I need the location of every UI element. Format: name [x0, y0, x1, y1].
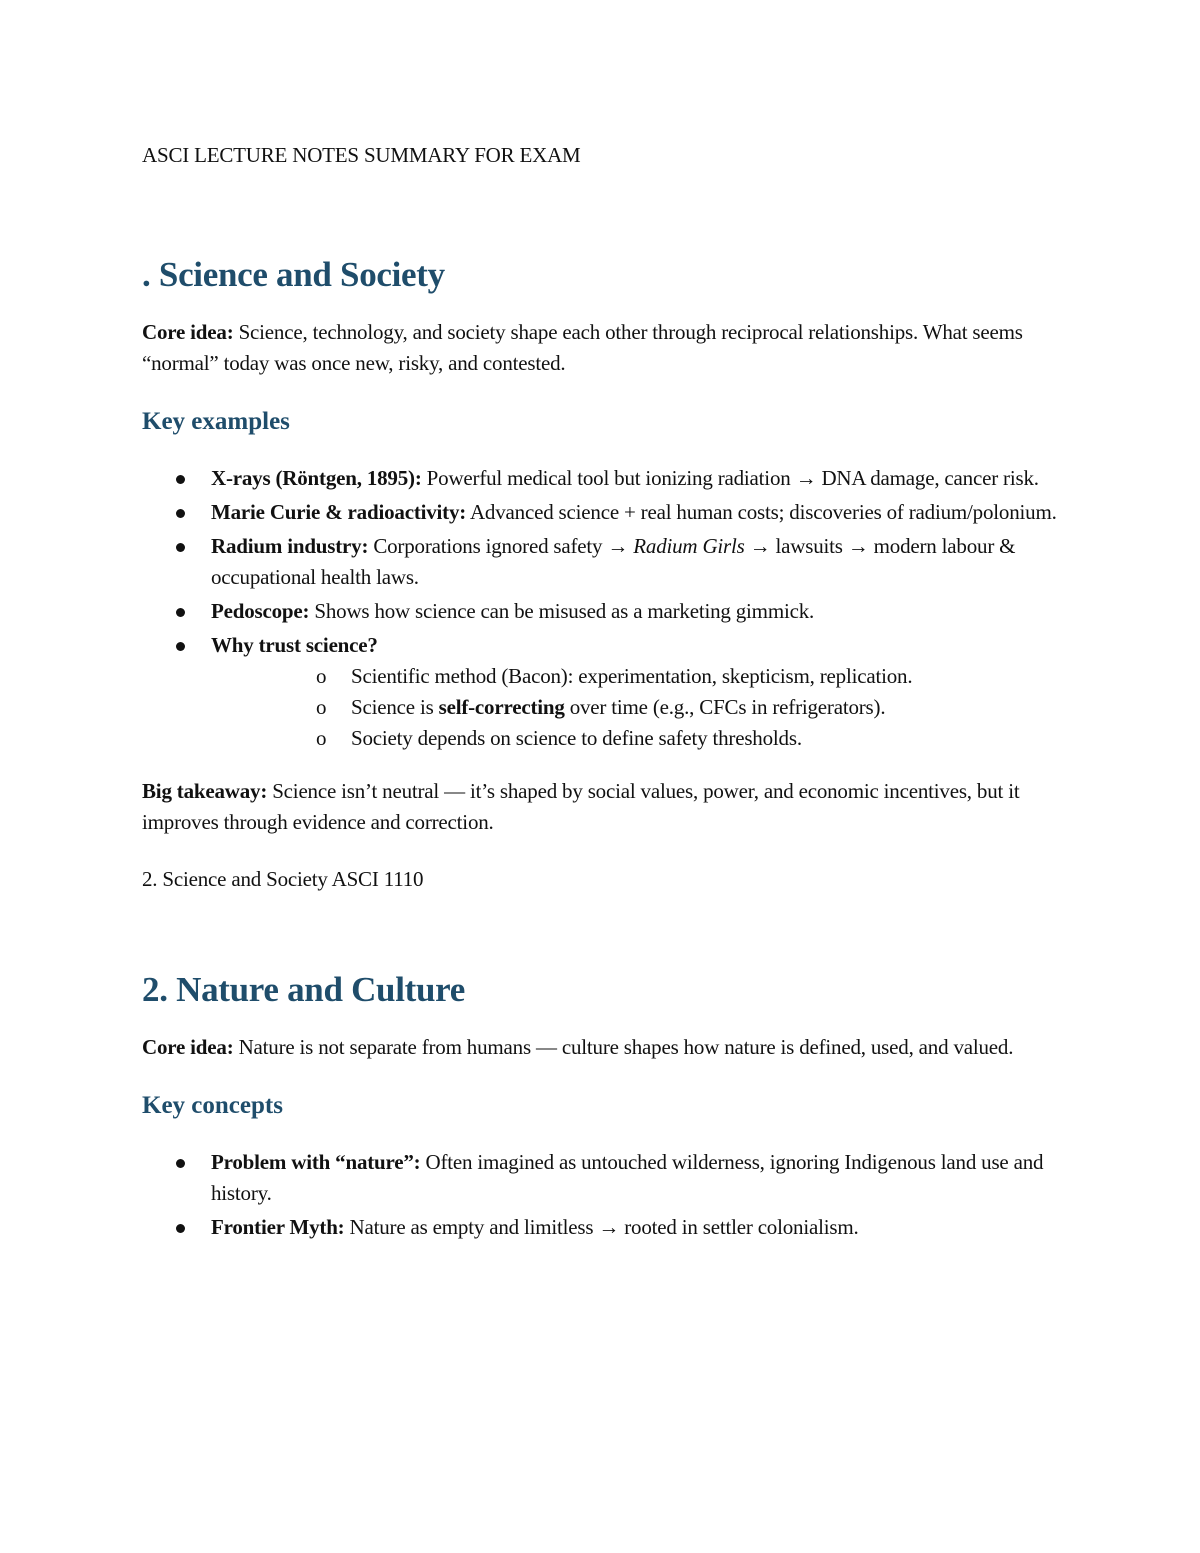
- item-label: Pedoscope:: [211, 599, 310, 623]
- list-item-radium-industry: [142, 531, 1062, 593]
- core-idea-paragraph: [142, 1032, 1062, 1063]
- course-reference: 2. Science and Society ASCI 1110: [142, 867, 424, 891]
- core-idea-label: Core idea:: [142, 320, 234, 344]
- core-idea-paragraph: [142, 317, 1062, 379]
- subheading-key-examples: Key examples: [142, 408, 290, 435]
- list-item-why-trust-science: [142, 630, 1062, 754]
- bullet-icon: [176, 1224, 185, 1233]
- bullet-icon: [176, 543, 185, 552]
- item-label: Why trust science?: [211, 633, 378, 657]
- item-label: Marie Curie & radioactivity:: [211, 500, 467, 524]
- item-text: Powerful medical tool but ionizing radiation → DNA damage, cancer risk.: [421, 466, 1039, 490]
- item-text: Shows how science can be misused as a marketing gimmick.: [309, 599, 815, 623]
- sub-item-text-after: over time (e.g., CFCs in refrigerators).: [564, 695, 886, 719]
- big-takeaway-paragraph: [142, 776, 1062, 838]
- item-label: Radium industry:: [211, 534, 369, 558]
- sub-item-text: Society depends on science to define safety thresholds.: [351, 726, 802, 750]
- sub-item-text: Science is: [351, 695, 439, 719]
- item-label: X-rays (Röntgen, 1895):: [211, 466, 422, 490]
- circle-bullet-icon: o: [316, 726, 327, 750]
- core-idea-label: Core idea:: [142, 1035, 234, 1059]
- key-concepts-list: [142, 1147, 1062, 1243]
- big-takeaway-text: Science isn’t neutral — it’s shaped by social values, power, and economic incentives, but it improves through evidence and correction.: [142, 779, 1020, 834]
- bullet-icon: [176, 475, 185, 484]
- sub-list-item: [280, 692, 1062, 723]
- item-text-after: → lawsuits → modern labour & occupational health laws.: [211, 534, 1016, 589]
- list-item-frontier-myth: [142, 1212, 1062, 1243]
- section-heading-nature-and-culture: 2. Nature and Culture: [142, 970, 465, 1009]
- bullet-icon: [176, 608, 185, 617]
- circle-bullet-icon: o: [316, 664, 327, 688]
- big-takeaway-label: Big takeaway:: [142, 779, 268, 803]
- item-text: Nature as empty and limitless → rooted in settler colonialism.: [344, 1215, 859, 1239]
- sub-list-item: [280, 723, 1062, 754]
- core-idea-text: Nature is not separate from humans — culture shapes how nature is defined, used, and valued.: [233, 1035, 1014, 1059]
- list-item-marie-curie: [142, 497, 1062, 528]
- bullet-icon: [176, 1159, 185, 1168]
- document-title: ASCI LECTURE NOTES SUMMARY FOR EXAM: [142, 143, 581, 167]
- sub-list: [211, 661, 1062, 754]
- circle-bullet-icon: o: [316, 695, 327, 719]
- document-body: [142, 140, 1062, 1265]
- key-examples-list: [142, 463, 1062, 754]
- item-text: Often imagined as untouched wilderness, ignoring Indigenous land use and history.: [211, 1150, 1044, 1205]
- subheading-key-concepts: Key concepts: [142, 1092, 283, 1119]
- section-heading-science-and-society: . Science and Society: [142, 255, 445, 294]
- sub-item-bold: self-correcting: [438, 695, 565, 719]
- sub-item-text: Scientific method (Bacon): experimentation, skepticism, replication.: [351, 664, 913, 688]
- item-label: Problem with “nature”:: [211, 1150, 421, 1174]
- list-item-pedoscope: [142, 596, 1062, 627]
- bullet-icon: [176, 642, 185, 651]
- list-item-problem-with-nature: [142, 1147, 1062, 1209]
- sub-list-item: [280, 661, 1062, 692]
- bullet-icon: [176, 509, 185, 518]
- core-idea-text: Science, technology, and society shape each other through reciprocal relationships. What seems “normal” today was once new, risky, and contested.: [142, 320, 1023, 375]
- item-text: Advanced science + real human costs; discoveries of radium/polonium.: [466, 500, 1057, 524]
- item-label: Frontier Myth:: [211, 1215, 345, 1239]
- item-text: Corporations ignored safety →: [368, 534, 634, 558]
- list-item-x-rays: [142, 463, 1062, 494]
- item-italic-text: Radium Girls: [633, 534, 745, 558]
